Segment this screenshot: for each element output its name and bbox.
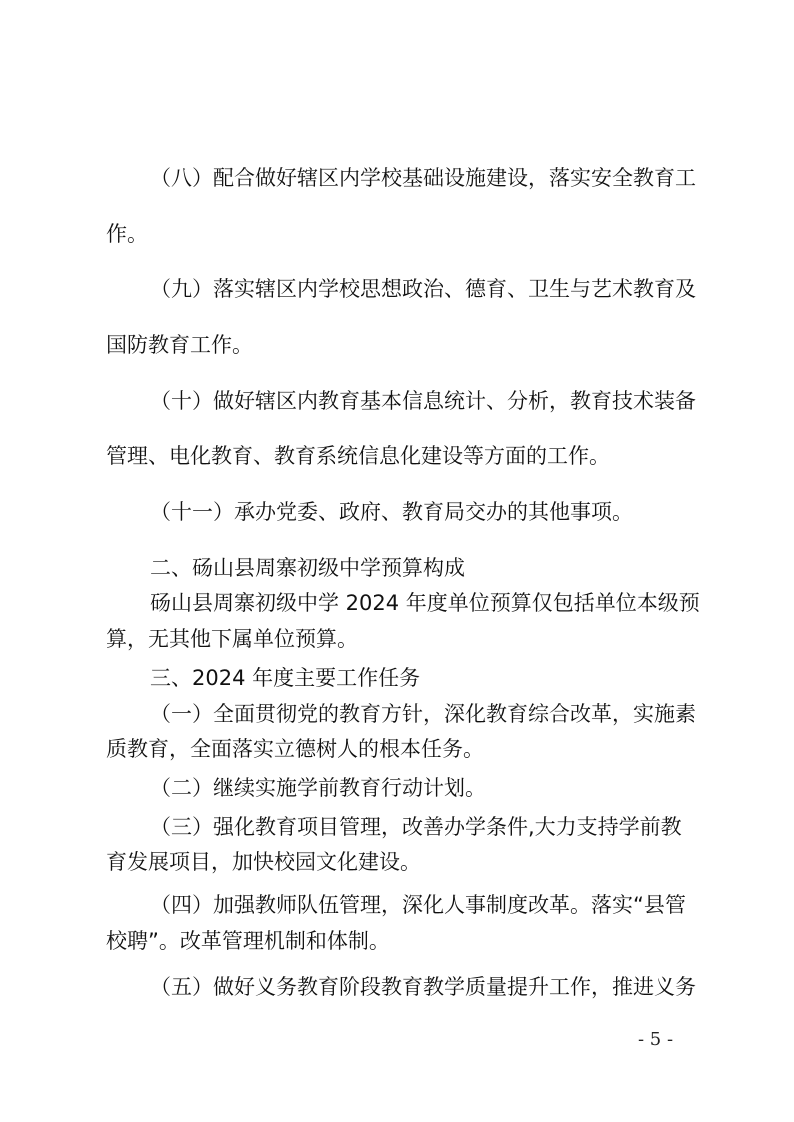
page-number: - 5 -	[638, 1029, 674, 1050]
text-line: （十一）承办党委、政府、教育局交办的其他事项。	[150, 500, 633, 524]
text-line: （一）全面贯彻党的教育方针，深化教育综合改革，实施素	[150, 702, 696, 726]
text-line: （四）加强教师队伍管理，深化人事制度改革。落实“县管	[150, 893, 686, 917]
section-heading: 三、2024 年度主要工作任务	[150, 666, 421, 690]
text-line: （五）做好义务教育阶段教育教学质量提升工作，推进义务	[150, 975, 696, 999]
text-line: 育发展项目，加快校园文化建设。	[106, 850, 421, 874]
text-line: （三）强化教育项目管理，改善办学条件,大力支持学前教	[150, 815, 682, 839]
text-line: （八）配合做好辖区内学校基础设施建设，落实安全教育工	[150, 166, 696, 190]
text-line: （十）做好辖区内教育基本信息统计、分析，教育技术装备	[150, 389, 696, 413]
text-line: （九）落实辖区内学校思想政治、德育、卫生与艺术教育及	[150, 277, 696, 301]
text-line: （二）继续实施学前教育行动计划。	[150, 776, 486, 800]
text-line: 质教育，全面落实立德树人的根本任务。	[106, 737, 484, 761]
text-line: 管理、电化教育、教育系统信息化建设等方面的工作。	[106, 444, 610, 468]
text-line: 算，无其他下属单位预算。	[106, 627, 358, 651]
text-line: 校聘”。改革管理机制和体制。	[106, 929, 390, 953]
section-heading: 二、砀山县周寨初级中学预算构成	[150, 556, 465, 580]
text-line: 作。	[106, 222, 148, 246]
text-line: 砀山县周寨初级中学 2024 年度单位预算仅包括单位本级预	[150, 591, 700, 615]
text-line: 国防教育工作。	[106, 333, 253, 357]
